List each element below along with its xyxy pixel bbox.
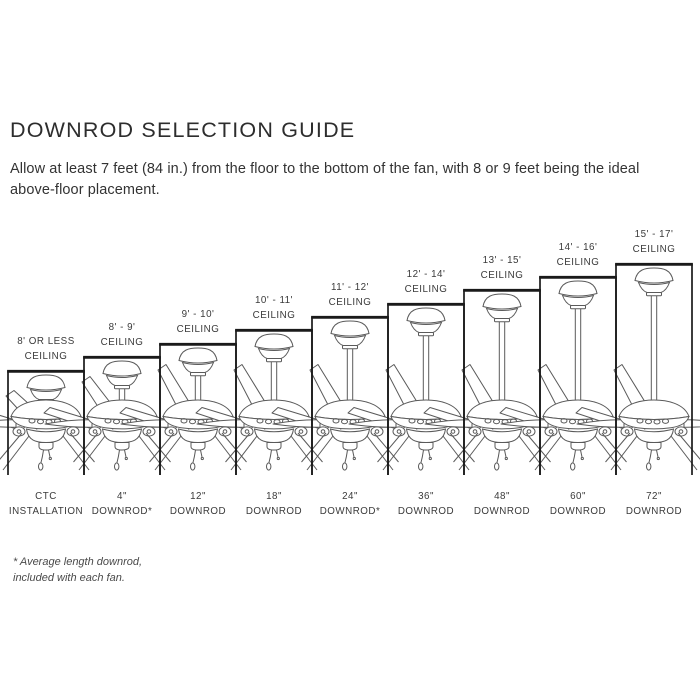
ceiling-height-range: 13' - 15': [482, 255, 522, 266]
ceiling-word: CEILING: [100, 337, 144, 348]
ceiling-height-label: [599, 227, 700, 257]
downrod-word: INSTALLATION: [8, 505, 84, 517]
downrod-size: 72": [646, 491, 662, 502]
ceiling-height-range: 11' - 12': [330, 282, 369, 293]
fan-motor-housing: [619, 400, 689, 450]
downrod-word: DOWNROD*: [319, 505, 381, 517]
ceiling-word: CEILING: [328, 297, 372, 308]
downrod-size: 48": [494, 491, 510, 502]
ceiling-height-range: 9' - 10': [181, 309, 215, 320]
ceiling-height-range: 14' - 16': [558, 242, 598, 253]
downrod-length-label: [599, 490, 700, 519]
ceiling-word: CEILING: [404, 284, 448, 295]
downrod-size: 36": [418, 491, 434, 502]
footnote-line1: * Average length downrod,: [13, 556, 143, 568]
intro-text-line2: above-floor placement.: [10, 182, 160, 198]
ceiling-height-range: 15' - 17': [634, 229, 674, 240]
ceiling-word: CEILING: [632, 244, 676, 255]
page-title: DOWNROD SELECTION GUIDE: [10, 118, 356, 142]
downrod-word: DOWNROD: [625, 505, 683, 517]
ceiling-word: CEILING: [252, 310, 296, 321]
ceiling-word: CEILING: [480, 270, 524, 281]
downrod-rod: [651, 293, 656, 405]
downrod-size: 12": [190, 491, 206, 502]
downrod-size: 4": [117, 491, 127, 502]
footnote: [13, 555, 142, 586]
ceiling-fan-illustration: [574, 263, 700, 475]
canopy-mount: [635, 268, 673, 296]
downrod-size: 18": [266, 491, 282, 502]
pull-chain: [647, 450, 660, 470]
downrod-word: DOWNROD: [245, 505, 303, 517]
ceiling-height-range: 8' - 9': [108, 322, 136, 333]
footnote-line2: included with each fan.: [13, 571, 125, 584]
ceiling-word: CEILING: [176, 324, 220, 335]
ceiling-height-range: 12' - 14': [406, 269, 446, 280]
downrod-word: DOWNROD: [397, 505, 455, 517]
ceiling-height-range: 8' OR LESS: [17, 336, 75, 347]
ceiling-word: CEILING: [556, 257, 600, 268]
downrod-size: 60": [570, 491, 586, 502]
downrod-word: DOWNROD: [549, 505, 607, 517]
downrod-word: DOWNROD*: [91, 505, 153, 517]
downrod-word: DOWNROD: [473, 505, 531, 517]
downrod-size: 24": [342, 491, 358, 502]
ceiling-word: CEILING: [24, 351, 68, 362]
ceiling-height-range: 10' - 11': [254, 295, 293, 306]
downrod-word: DOWNROD: [169, 505, 227, 517]
intro-text-line1: Allow at least 7 feet (84 in.) from the floor to the bottom of the fan, with 8 or 9 feet being the ideal: [10, 161, 640, 177]
downrod-size: CTC: [35, 491, 57, 502]
